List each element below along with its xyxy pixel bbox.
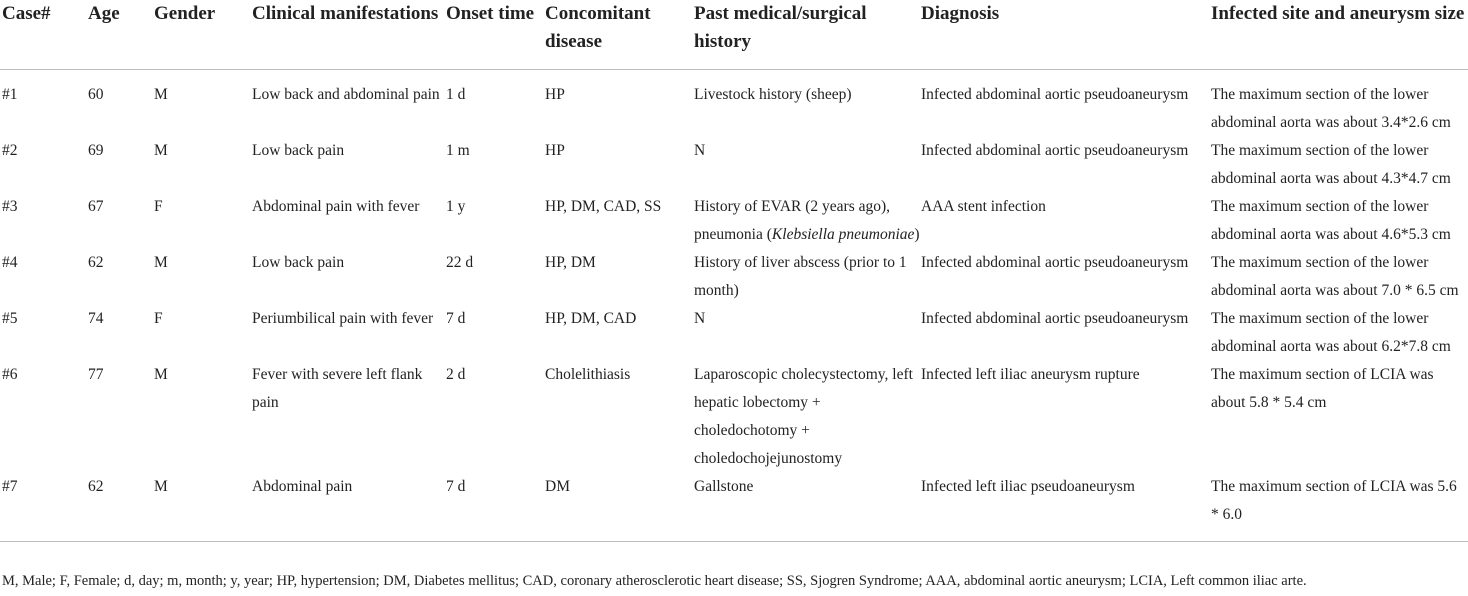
cell-site: The maximum section of the lower abdominal aorta was about 6.2*7.8 cm — [1211, 310, 1451, 355]
header-age: Age — [88, 3, 120, 24]
history-species: Klebsiella pneumoniae — [771, 226, 915, 243]
header-diagnosis: Diagnosis — [921, 3, 1000, 24]
cell-diagnosis: Infected abdominal aortic pseudoaneurysm — [921, 310, 1189, 327]
cell-gender: M — [154, 254, 168, 271]
table-row — [0, 193, 1468, 249]
table-row — [0, 473, 1468, 542]
cell-gender: M — [154, 86, 168, 103]
cell-diagnosis: AAA stent infection — [921, 198, 1046, 215]
cell-clinical: Abdominal pain with fever — [252, 198, 420, 215]
cell-clinical: Periumbilical pain with fever — [252, 310, 434, 327]
cell-onset: 7 d — [446, 478, 466, 495]
table-footnote: M, Male; F, Female; d, day; m, month; y, year; HP, hypertension; DM, Diabetes mellitus; CAD, coronary atherosclerotic heart disease; SS, Sjogren Syndrome; AAA, abdominal aortic aneurysm; LCIA, Left common iliac arte. — [2, 573, 1307, 589]
cell-case: #2 — [2, 142, 18, 159]
table-row — [0, 361, 1468, 473]
cell-site: The maximum section of the lower abdominal aorta was about 7.0 * 6.5 cm — [1211, 254, 1459, 299]
table-row — [0, 70, 1468, 138]
cell-concomitant: HP — [545, 142, 565, 159]
cell-clinical: Abdominal pain — [252, 478, 353, 495]
cell-concomitant: HP — [545, 86, 565, 103]
cell-case: #4 — [2, 254, 18, 271]
cell-history: N — [694, 310, 706, 327]
cell-site: The maximum section of the lower abdominal aorta was about 4.3*4.7 cm — [1211, 142, 1451, 187]
header-clinical: Clinical manifestations — [252, 3, 439, 24]
header-case: Case# — [2, 3, 51, 24]
cell-history: N — [694, 142, 706, 159]
header-site: Infected site and aneurysm size — [1211, 3, 1465, 24]
cell-site: The maximum section of LCIA was 5.6 * 6.0 — [1211, 478, 1457, 523]
cell-site: The maximum section of LCIA was about 5.8 * 5.4 cm — [1211, 366, 1434, 411]
cell-clinical: Low back and abdominal pain — [252, 86, 440, 103]
header-row — [0, 0, 1468, 70]
cell-age: 67 — [88, 198, 104, 215]
cell-age: 74 — [88, 310, 104, 327]
cell-diagnosis: Infected left iliac pseudoaneurysm — [921, 478, 1135, 495]
cell-clinical: Low back pain — [252, 254, 345, 271]
cell-clinical: Low back pain — [252, 142, 345, 159]
header-onset: Onset time — [446, 3, 535, 24]
cell-concomitant: HP, DM, CAD, SS — [545, 198, 662, 215]
cell-concomitant: HP, DM — [545, 254, 596, 271]
cell-case: #5 — [2, 310, 18, 327]
cell-age: 60 — [88, 86, 104, 103]
cell-history: Livestock history (sheep) — [694, 86, 852, 103]
cell-age: 77 — [88, 366, 104, 383]
cell-gender: M — [154, 366, 168, 383]
cell-clinical: Fever with severe left flank pain — [252, 366, 423, 411]
table-row — [0, 249, 1468, 305]
header-history: Past medical/surgical history — [694, 3, 867, 52]
cell-age: 62 — [88, 478, 104, 495]
cell-diagnosis: Infected abdominal aortic pseudoaneurysm — [921, 254, 1189, 271]
cell-gender: M — [154, 478, 168, 495]
cell-gender: M — [154, 142, 168, 159]
cell-onset: 1 d — [446, 86, 466, 103]
cell-diagnosis: Infected abdominal aortic pseudoaneurysm — [921, 142, 1189, 159]
cell-case: #3 — [2, 198, 18, 215]
cell-history: History of liver abscess (prior to 1 month) — [694, 254, 907, 299]
cell-diagnosis: Infected abdominal aortic pseudoaneurysm — [921, 86, 1189, 103]
cell-onset: 22 d — [446, 254, 474, 271]
cell-age: 69 — [88, 142, 104, 159]
cell-gender: F — [154, 310, 163, 327]
header-concomitant: Concomitant disease — [545, 3, 651, 52]
table-row — [0, 137, 1468, 193]
cell-history: Laparoscopic cholecystectomy, left hepatic lobectomy + choledochotomy + choledochojejunostomy — [694, 366, 913, 467]
cell-case: #1 — [2, 86, 18, 103]
history-text-end: ) — [914, 226, 920, 243]
cell-history: Gallstone — [694, 478, 754, 495]
cell-onset: 2 d — [446, 366, 466, 383]
cell-onset: 1 y — [446, 198, 466, 215]
history-text: History of EVAR (2 years ago), pneumonia ( — [694, 198, 891, 243]
cell-onset: 1 m — [446, 142, 470, 159]
cell-diagnosis: Infected left iliac aneurysm rupture — [921, 366, 1140, 383]
cell-case: #6 — [2, 366, 18, 383]
cell-age: 62 — [88, 254, 104, 271]
cell-site: The maximum section of the lower abdominal aorta was about 4.6*5.3 cm — [1211, 198, 1451, 243]
cell-history — [694, 193, 921, 249]
table-row — [0, 305, 1468, 361]
cell-case: #7 — [2, 478, 18, 495]
cell-site: The maximum section of the lower abdominal aorta was about 3.4*2.6 cm — [1211, 86, 1451, 131]
header-gender: Gender — [154, 3, 216, 24]
cell-concomitant: Cholelithiasis — [545, 366, 631, 383]
cell-concomitant: DM — [545, 478, 570, 495]
cell-gender: F — [154, 198, 163, 215]
cell-onset: 7 d — [446, 310, 466, 327]
cell-concomitant: HP, DM, CAD — [545, 310, 637, 327]
